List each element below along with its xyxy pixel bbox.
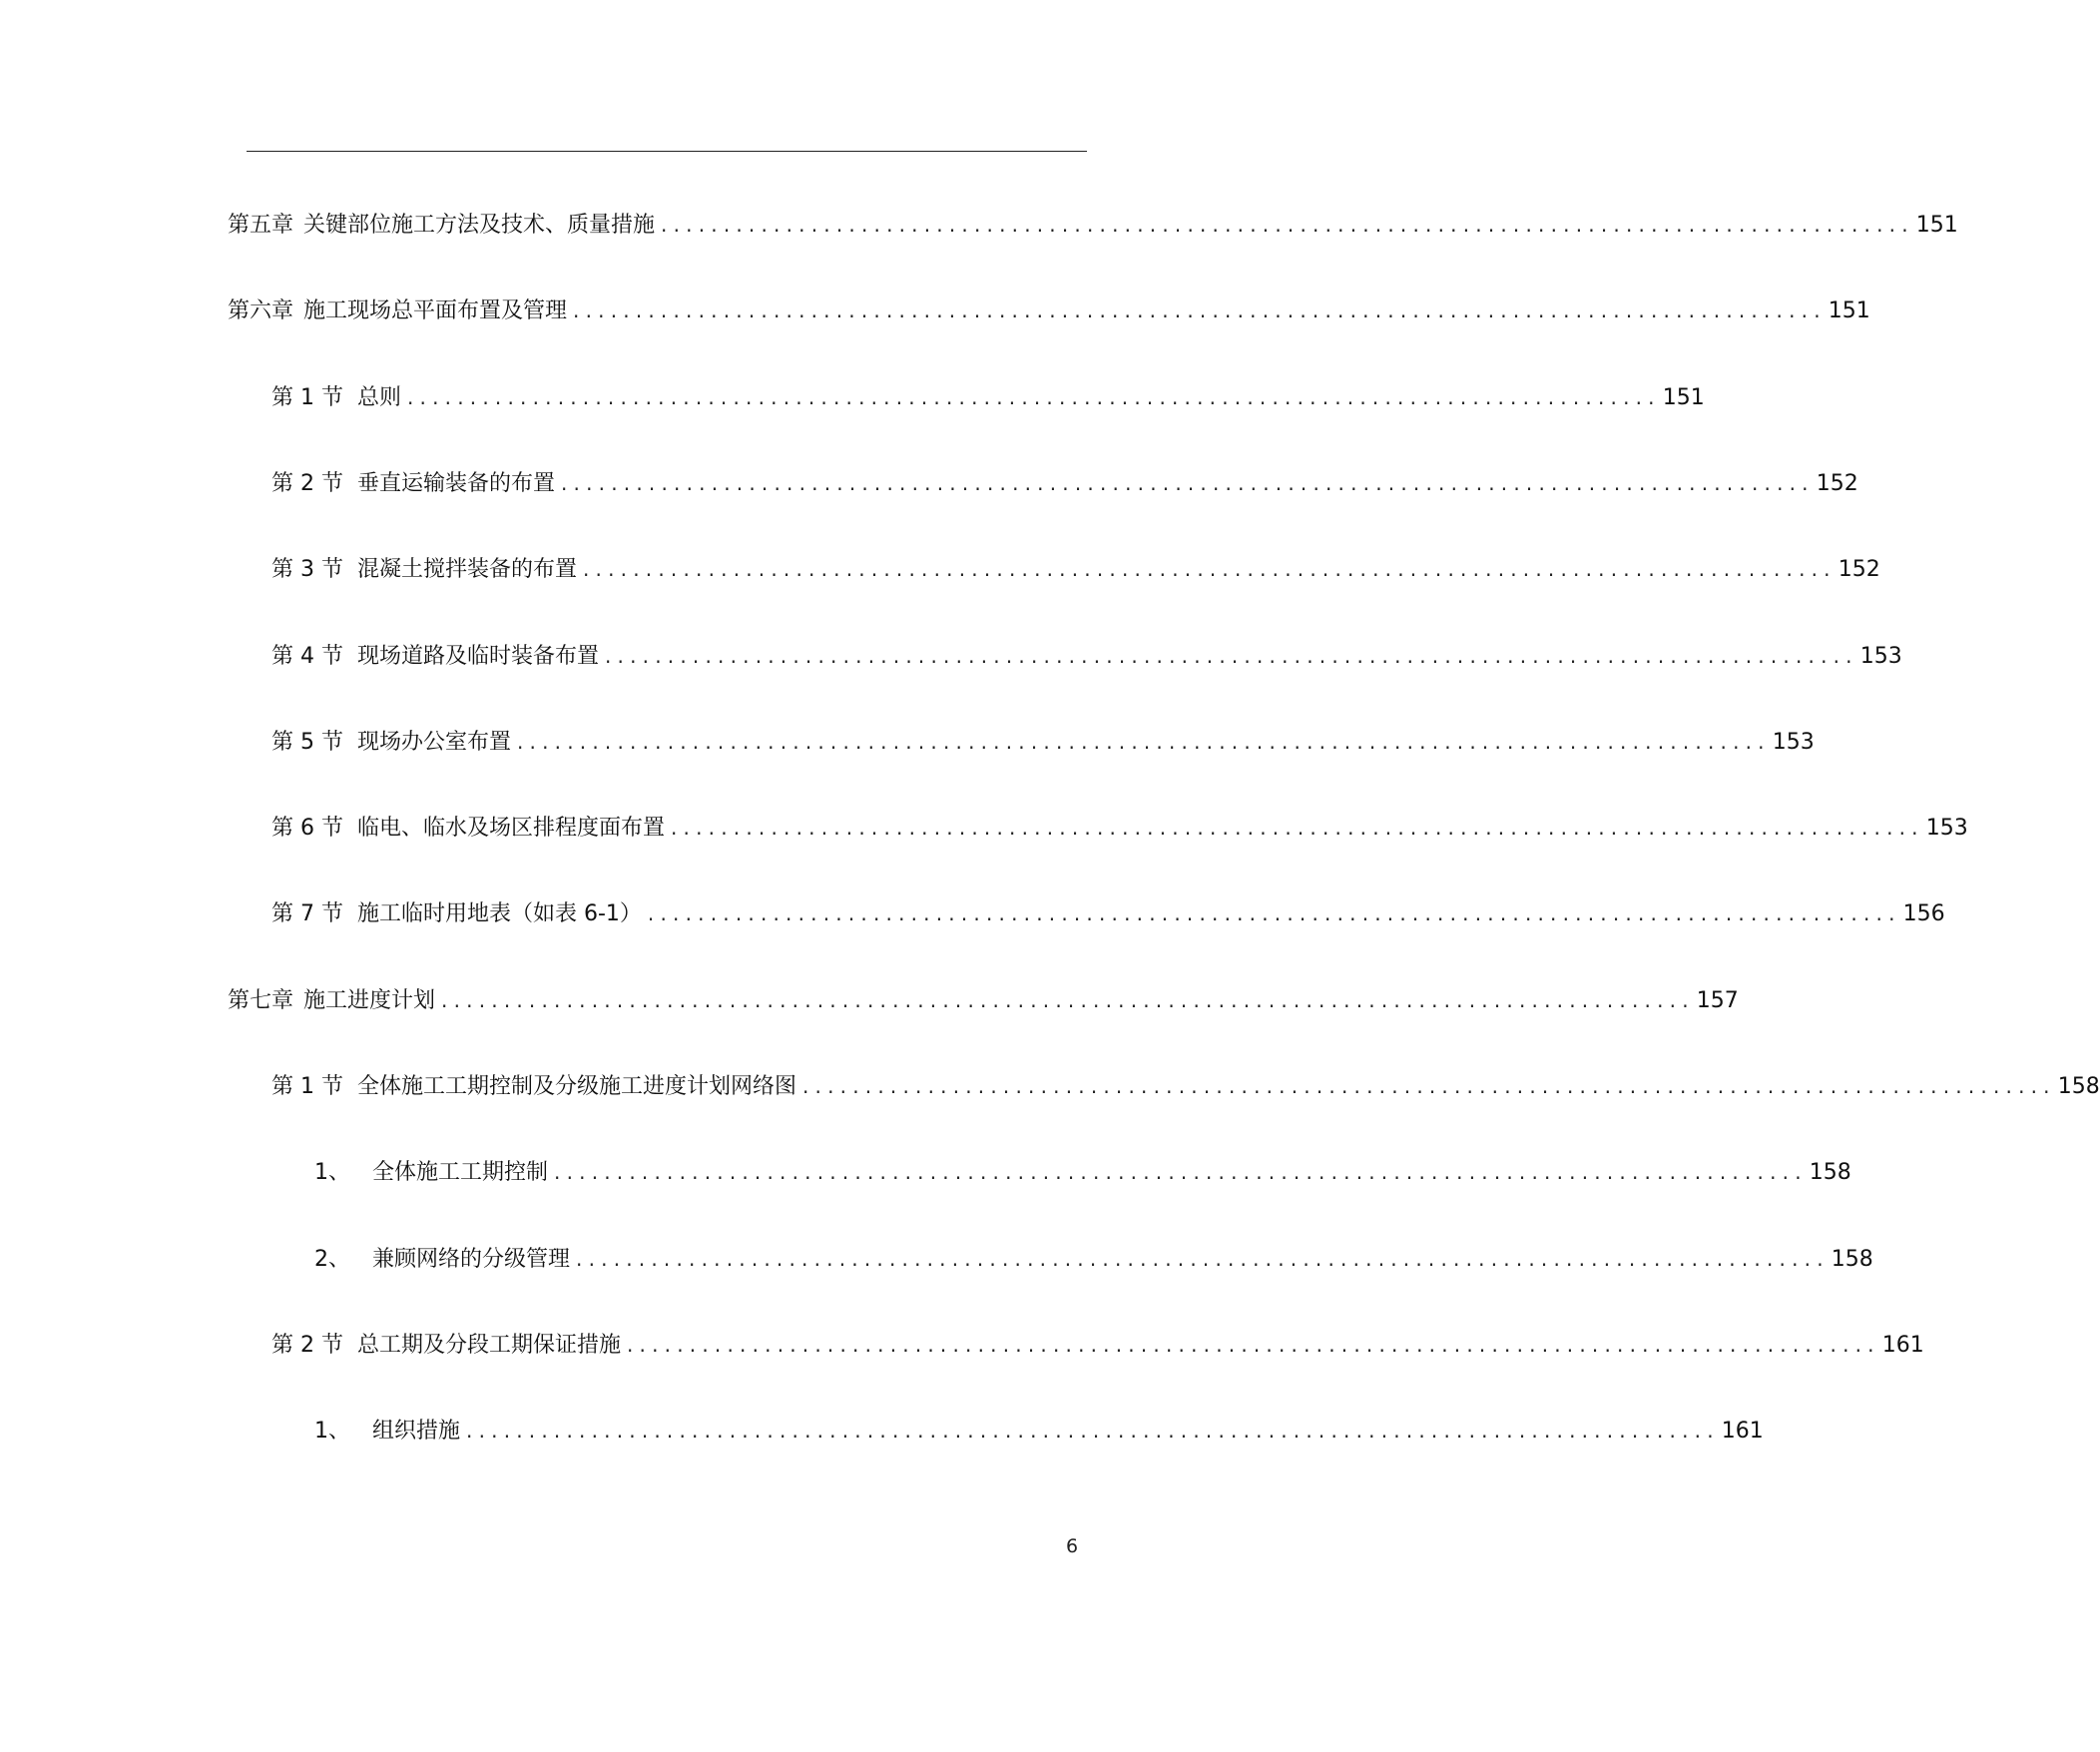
toc-entry-title: 总则 (356, 385, 401, 410)
toc-entry-page: 153 (1925, 816, 1968, 841)
toc-entry-number: 1、 (314, 1419, 350, 1444)
toc-entry-leader: .................................................................................................... (647, 901, 1901, 925)
toc-entry-page: 152 (1838, 557, 1880, 582)
toc-entry-number: 2、 (314, 1247, 350, 1272)
toc-entry[interactable] (314, 1414, 1764, 1448)
toc-entry-leader: .................................................................................................... (583, 557, 1837, 581)
toc-entry-page: 161 (1721, 1419, 1764, 1444)
toc-entry-page: 151 (1662, 385, 1705, 410)
toc-entry-number: 第 1 节 (271, 1074, 343, 1099)
toc-entry-number: 第 2 节 (271, 1333, 343, 1358)
toc-entry[interactable] (271, 896, 1945, 930)
toc-entry-number: 第 5 节 (271, 730, 343, 755)
toc-entry-leader: .................................................................................................... (802, 1074, 2056, 1098)
toc-entry-title: 关键部位施工方法及技术、质量措施 (303, 213, 656, 238)
toc-entry-number: 1、 (314, 1160, 350, 1185)
toc-entry[interactable] (271, 725, 1815, 759)
toc-entry-leader: .................................................................................................... (561, 471, 1815, 495)
toc-entry-leader: .................................................................................................... (554, 1160, 1808, 1184)
toc-entry-title: 总工期及分段工期保证措施 (356, 1333, 621, 1358)
toc-entry-number: 第五章 (228, 213, 294, 238)
toc-entry-title: 混凝土搅拌装备的布置 (356, 557, 577, 582)
toc-entry-number: 第 7 节 (271, 901, 343, 926)
page-number: 6 (1066, 1535, 1079, 1557)
toc-entry[interactable] (271, 1069, 2100, 1103)
toc-entry[interactable] (271, 466, 1858, 500)
toc-entry-number: 第六章 (228, 298, 294, 323)
toc-entry-leader: .................................................................................................... (407, 385, 1661, 409)
toc-entry-page: 151 (1828, 298, 1870, 323)
toc-entry-page: 161 (1881, 1333, 1924, 1358)
toc-entry-leader: .................................................................................................... (627, 1333, 1880, 1357)
toc-entry[interactable] (271, 1328, 1924, 1362)
toc-entry-number: 第 2 节 (271, 471, 343, 496)
toc-entry[interactable] (271, 380, 1705, 414)
toc-entry-title: 全体施工工期控制及分级施工进度计划网络图 (356, 1074, 796, 1099)
toc-entry-leader: .................................................................................................... (517, 730, 1771, 754)
toc-entry-title: 组织措施 (372, 1419, 461, 1444)
header-rule (247, 151, 1087, 152)
toc-entry-leader: .................................................................................................... (671, 816, 1924, 840)
toc-entry-title: 现场道路及临时装备布置 (356, 644, 599, 669)
toc-entry-title: 全体施工工期控制 (372, 1160, 549, 1185)
toc-entry-leader: .................................................................................................... (441, 988, 1695, 1012)
toc-entry-leader: .................................................................................................... (576, 1247, 1830, 1271)
toc-entry-title: 兼顾网络的分级管理 (372, 1247, 571, 1272)
toc-entry-title: 施工临时用地表（如表 6-1） (356, 901, 642, 926)
toc-entry-page: 157 (1696, 988, 1739, 1013)
toc-entry-number: 第 3 节 (271, 557, 343, 582)
toc-entry[interactable] (271, 811, 1968, 845)
toc-entry-title: 临电、临水及场区排程度面布置 (356, 816, 665, 841)
toc-entry-number: 第 6 节 (271, 816, 343, 841)
toc-entry-leader: .................................................................................................... (466, 1419, 1720, 1443)
toc-entry-title: 施工进度计划 (303, 988, 436, 1013)
toc-entry[interactable] (271, 552, 1880, 586)
toc-entry[interactable] (314, 1242, 1873, 1276)
toc-entry-page: 158 (2057, 1074, 2100, 1099)
toc-entry[interactable] (228, 293, 1870, 327)
toc-entry[interactable] (228, 983, 1739, 1017)
toc-entry[interactable] (271, 639, 1902, 673)
toc-entry-page: 152 (1816, 471, 1858, 496)
toc-entry-page: 153 (1772, 730, 1815, 755)
toc-entry-page: 158 (1831, 1247, 1873, 1272)
toc-entry-number: 第 4 节 (271, 644, 343, 669)
toc-entry-page: 153 (1859, 644, 1902, 669)
toc-entry-leader: .................................................................................................... (605, 644, 1858, 668)
toc-entry-page: 156 (1902, 901, 1945, 926)
toc-entry-leader: .................................................................................................... (573, 298, 1827, 322)
toc-entry-title: 施工现场总平面布置及管理 (303, 298, 568, 323)
toc-entry-page: 151 (1915, 213, 1958, 238)
toc-entry-title: 现场办公室布置 (356, 730, 511, 755)
toc-entry-number: 第七章 (228, 988, 294, 1013)
toc-entry-title: 垂直运输装备的布置 (356, 471, 555, 496)
toc-entry[interactable] (314, 1155, 1851, 1189)
toc-entry-page: 158 (1809, 1160, 1851, 1185)
toc-entry-leader: .................................................................................................... (661, 213, 1914, 237)
toc-entry-number: 第 1 节 (271, 385, 343, 410)
toc-entry[interactable] (228, 208, 1958, 242)
